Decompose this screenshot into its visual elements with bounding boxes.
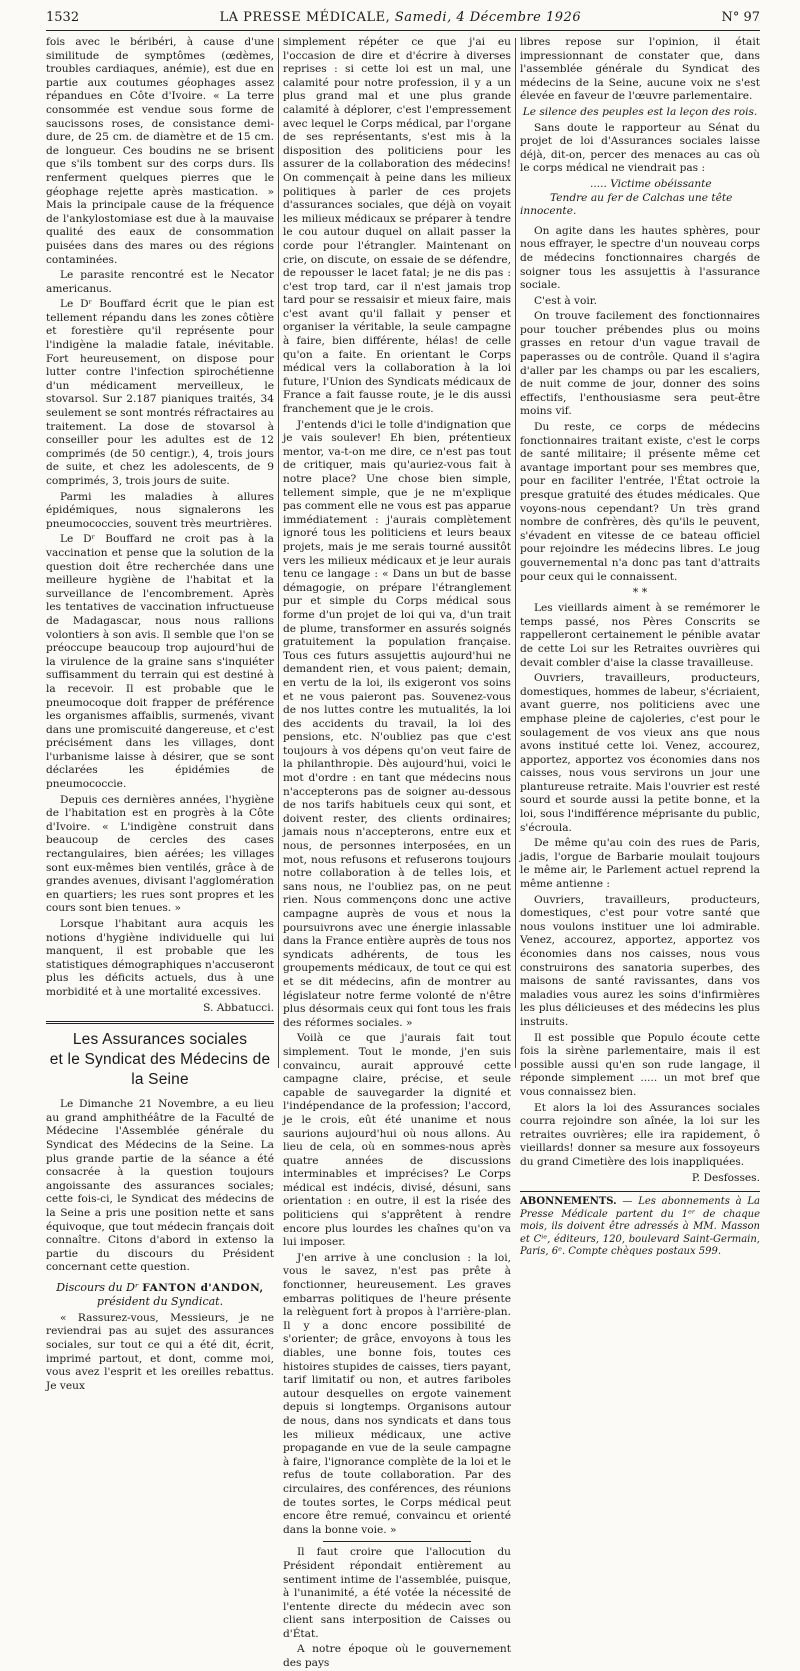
paragraph: On trouve facilement des fonctionnaires pour toucher prébendes plus ou moins grasses en retour d'un vague travail de paperasses ou de contrôle. Quand il s'agira d'aller par les champs ou par les escaliers, de nuit comme de jour, donner des soins effectifs, l'enthousiasme sera peut-être moins vif. <box>520 310 760 418</box>
paragraph: Les vieillards aiment à se remémorer le temps passé, nos Pères Conscrits se rappelleront certainement le pénible avatar de cette Loi sur les Retraites ouvrières qui devait combler d'aise la classe travailleuse. <box>520 602 760 669</box>
paragraph: Ouvriers, travailleurs, producteurs, domestiques, c'est pour votre santé que nous voulons instituer une loi admirable. Venez, accourez, apportez, apportez vos économies dans nos caisses, nous vous construirons des sanatoria superbes, des maisons de santé ravissantes, dans vos maladies vous aurez les soins d'infirmières les plus délicieuses et des médecins les plus instruits. <box>520 893 760 1028</box>
verse-line: ..... Victime obéissante <box>590 177 712 190</box>
column-divider <box>515 38 516 1068</box>
column-3 <box>520 36 760 1258</box>
paragraph: C'est à voir. <box>534 294 598 307</box>
paragraph: libres repose sur l'opinion, il était impressionnant de constater que, dans l'assemblée générale du Syndicat des médecins de la Seine, aucune voix ne s'est élevée en faveur de l'œuvre parlementaire. <box>520 36 760 103</box>
verse-line: Tendre au fer de Calchas une tête innocente. <box>520 191 733 218</box>
asterism: * * <box>632 586 648 600</box>
paragraph: « Rassurez-vous, Messieurs, je ne reviendrai pas au sujet des assurances sociales, sur tout ce qui a été dit, écrit, imprimé partout, et dont, comme moi, vous avez l'esprit et les oreilles rebattus. Je veux <box>46 1311 274 1392</box>
paragraph: Parmi les maladies à allures épidémiques, nous signalerons les pneumococcies, souvent très meurtrières. <box>46 490 274 530</box>
speech-heading <box>46 1281 274 1308</box>
journal-name: LA PRESSE MÉDICALE, <box>219 9 395 25</box>
subscription-label: ABONNEMENTS. <box>520 1196 617 1208</box>
paragraph: Il est possible que Populo écoute cette fois la sirène parlementaire, mais il est possible aussi qu'en son rude langage, il réponde simplement ..... un mot bref que vous connaissez bien. <box>520 1031 760 1098</box>
header-rule <box>46 30 760 31</box>
paragraph: Lorsque l'habitant aura acquis les notions d'hygiène individuelle qui lui manquent, il est probable que les statistiques démographiques n'accuseront plus les déficits actuels, dus à une morbidité et à une mortalité excessives. <box>46 918 274 998</box>
subscription-notice <box>520 1191 760 1259</box>
paragraph: Et alors la loi des Assurances sociales courra rejoindre son aînée, la loi sur les retraites ouvrières; elle ira rapidement, ô vieillards! donner sa mesure aux fossoyeurs du grand Cimetière des lois inappliquées. <box>520 1101 760 1168</box>
epigraph: Le silence des peuples est la leçon des rois. <box>522 105 758 118</box>
paragraph: On agite dans les hautes sphères, pour nous effrayer, le spectre d'un nouveau corps de médecins fonctionnaires chargés de soigner tous les assujettis à l'assurance sociale. <box>520 224 760 292</box>
paragraph: Le parasite rencontré est le Necator americanus. <box>46 269 274 295</box>
paragraph: simplement répéter ce que j'ai eu l'occasion de dire et d'écrire à diverses reprises : si cette loi est un mal, une calamité pour notre profession, il y a un plus grand mal et une plus grande calamité à déplorer, c'est l'empressement avec lequel le Corps médical, par l'organe de ses représentants, s'est mis à la disposition des politiciens pour les assurer de la collaboration des médecins! On commençait à peine dans les milieux politiques à parler de ces projets d'assurances sociales, que déjà on voyait les milieux médicaux se préparer à tendre le cou autour duquel on allait passer la corde pour l'étrangler. Maintenant on crie, on discute, on essaie de se défendre, de repousser le lacet fatal; je ne dis pas : c'est trop tard, car il n'est jamais trop tard pour se ressaisir et mieux faire, mais c'est avant qu'il fallait y penser et organiser la véritable, la seule campagne à faire, bien différente, hélas! de celle qu'on a faite. En orientant le Corps médical vers la collaboration à la loi future, l'Union des Syndicats médicaux de France a fait fausse route, je le dis aussi franchement que je le crois. <box>283 36 511 416</box>
paragraph: Ouvriers, travailleurs, producteurs, domestiques, hommes de labeur, s'écriaient, avant guerre, nos politiciens avec une emphase pleine de cajoleries, c'est pour le soulagement de vos vieux ans que nous avons institué cette loi. Venez, accourez, apportez, apportez vos économies dans nos caisses, nous vous servirons un jour une plantureuse retraite. Mais l'ouvrier est resté sourd et sourde aussi la petite bonne, et la loi, sous l'indifférence méprisante du public, s'écroula. <box>520 672 760 834</box>
issue-date: Samedi, 4 Décembre 1926 <box>394 9 582 25</box>
paragraph: Le Dʳ Bouffard écrit que le pian est tellement répandu dans les zones côtière et forestière qu'il représente pour l'indigène la maladie fatale, inévitable. Fort heureusement, on dispose pour lutter contre l'infection spirochétienne d'un médicament merveilleux, le stovarsol. Sur 2.187 pianiques traités, 34 seulement se sont montrés réfractaires au traitement. La dose de stovarsol à conseiller pour les adultes est de 12 comprimés (de 50 centigr.), 4, trois jours de suite, et chez les adolescents, de 9 comprimés, 3, trois jours de suite. <box>46 298 274 487</box>
section-divider <box>46 1021 274 1024</box>
paragraph: Il faut croire que l'allocution du Président répondait entièrement au sentiment intime de l'assemblée, puisque, à l'unanimité, a été votée la nécessité de l'entente directe du médecin avec son client sans interposition de Caisses ou d'État. <box>283 1546 511 1640</box>
section-title <box>46 1030 274 1090</box>
paragraph: Du reste, ce corps de médecins fonctionnaires traitant existe, c'est le corps de santé militaire; il présente même cet avantage important pour ses membres que, pour en faciliter l'entrée, l'État octroie la presque gratuité des études médicales. Que voyons-nous cependant? Un très grand nombre de confrères, dès qu'ils le peuvent, s'évadent en vitesse de ce bateau officiel pour rejoindre les médecins libres. Le joug gouvernemental n'a donc pas tant d'attraits pour ceux qui le connaissent. <box>520 421 760 583</box>
paragraph: fois avec le béribéri, à cause d'une similitude de symptômes (œdèmes, troubles cardiaques, anémie), est due en partie aux coutumes géophages assez répandues en Côte d'Ivoire. « La terre consommée est vendue sous forme de saucissons roses, de consistance demi-dure, de 25 cm. de diamètre et de 15 cm. de longueur. Ces boudins ne se brisent que s'ils tombent sur des corps durs. Ils renferment quelques pierres que le géophage rejette après mastication. » Mais la principale cause de la fréquence de l'ankylostomiase est due à la mauvaise qualité des eaux de consommation puisées dans des mares ou des régions contaminées. <box>46 36 274 266</box>
subscription-text: — Les abonnements à La Presse Médicale partent du 1ᵉʳ de chaque mois, ils doivent être adressés à MM. Masson et Cⁱᵉ, éditeurs, 120, boulevard Saint-Germain, Paris, 6ᵉ. Compte chèques postaux 599. <box>520 1196 760 1258</box>
paragraph: Le Dimanche 21 Novembre, a eu lieu au grand amphithéâtre de la Faculté de Médecine l'Assemblée générale du Syndicat des Médecins de la Seine. La plus grande partie de la séance a été consacrée à la question toujours angoissante des assurances sociales; cette fois-ci, le Syndicat des médecins de la Seine a pris une position nette et sans équivoque, que tout médecin français doit connaître. Citons d'abord in extenso la partie du discours du Président concernant cette question. <box>46 1098 274 1274</box>
issue-number: N° 97 <box>721 9 760 25</box>
section-title-line-1: Les Assurances sociales <box>72 1031 248 1049</box>
page-number: 1532 <box>46 9 80 25</box>
speech-heading-prefix: Discours du Dʳ <box>56 1280 143 1294</box>
paragraph: Voilà ce que j'aurais fait tout simplement. Tout le monde, j'en suis convaincu, aurait approuvé cette campagne claire, précise, et seule capable de sauvegarder la dignité et l'indépendance de la profession; l'accord, je le crois, eût été unanime et nous saurions aujourd'hui où nous allons. Au lieu de cela, où en sommes-nous après quatre années de discussions interminables et imprécises? Le Corps médical est indécis, divisé, désuni, sans orientation : en outre, il est la risée des politiciens qui s'apprêtent à rendre encore plus lourdes les chaînes qu'on va lui imposer. <box>283 1032 511 1249</box>
page-header <box>46 6 760 28</box>
paragraph: Le Dʳ Bouffard ne croit pas à la vaccination et pense que la solution de la question doit être recherchée dans une meilleure hygiène de l'habitat et la surveillance de l'encombrement. Après les tentatives de vaccination infructueuse de Madagascar, nous nous rallions volontiers à son avis. Il semble que l'on se préoccupe beaucoup trop aujourd'hui de la virulence de la graine sans s'inquiéter suffisamment du terrain qui est destiné à la recevoir. Il est probable que le pneumocoque doit frapper de préférence les organismes affaiblis, surmenés, vivant dans une promiscuité dangereuse, et c'est précisément dans les villages, dont l'urbanisme laisse à désirer, que se sont déclarées les épidémies de pneumococcie. <box>46 533 274 791</box>
section-title-line-2: et le Syndicat des Médecins de la Seine <box>49 1051 271 1089</box>
column-divider <box>278 38 279 1068</box>
signature: S. Abbatucci. <box>203 1001 274 1014</box>
signature: P. Desfosses. <box>691 1171 760 1184</box>
paragraph: De même qu'au coin des rues de Paris, jadis, l'orgue de Barbarie moulait toujours le même air, le Parlement actuel reprend la même antienne : <box>520 837 760 891</box>
divider <box>323 1541 471 1542</box>
paragraph: Sans doute le rapporteur au Sénat du projet de loi d'Assurances sociales laisse déjà, dit-on, percer des menaces au cas où le corps médical ne viendrait pas : <box>520 121 760 175</box>
paragraph: A notre époque où le gouvernement des pays <box>283 1643 511 1670</box>
speaker-name: FANTON d'ANDON, <box>142 1281 264 1294</box>
column-1 <box>46 36 274 1392</box>
paragraph: J'en arrive à une conclusion : la loi, vous le savez, n'est pas prête à fonctionner, heureusement. Les graves embarras politiques de l'heure présente la relèguent fort à propos à l'arrière-plan. Il y a donc encore possibilité de s'orienter; de grâce, envoyons à tous les diables, une bonne fois, toutes ces histoires stupides de caisses, tiers payant, tarif limitatif ou non, et autres fariboles autour desquelles on ergote vainement depuis si longtemps. Organisons autour de nous, dans nos syndicats et dans tous les milieux médicaux, une active propagande en vue de la seule campagne à faire, l'ignorance complète de la loi et le refus de toute collaboration. Par des circulaires, des conférences, des réunions de toutes sortes, le Corps médical peut encore être remué, convaincu et orienté dans la bonne voie. » <box>283 1251 511 1536</box>
paragraph: Depuis ces dernières années, l'hygiène de l'habitation est en progrès à la Côte d'Ivoire. « L'indigène construit dans beaucoup de cercles des cases rectangulaires, bien aérées; les villages sont eux-mêmes bien ventilés, grâce à de grandes avenues, divisant l'agglomération en quartiers; les rues sont propres et les cours sont bien tenues. » <box>46 793 274 915</box>
paragraph: J'entends d'ici le tolle d'indignation que je vais soulever! Eh bien, prétentieux mentor, va-t-on me dire, ce n'est pas tout de critiquer, mais qu'auriez-vous fait à notre place? Une chose bien simple, tellement simple, que je ne m'explique pas comment elle ne vous est pas apparue immédiatement : j'aurais complètement ignoré tous les politiciens et leurs beaux projets, mais je me serais tourné aussitôt vers les milieux médicaux et je leur aurais tenu ce langage : « Dans un but de basse démagogie, on prépare l'étranglement pur et simple du Corps médical sous forme d'un projet de loi qui va, d'un trait de plume, transformer en assurés soignés gratuitement la population française. Tous ces futurs assujettis aujourd'hui ne demandent rien, et vous paient; demain, en vertu de la loi, ils exigeront vos soins et ne vous paieront pas. Souvenez-vous de nos luttes contre les mutualités, la loi des accidents du travail, la loi des pensions, etc. N'oubliez pas que c'est toujours à vos dépens qu'on veut faire de la philanthropie. Dès aujourd'hui, voici le mot d'ordre : en tant que médecins nous n'accepterons pas de soigner au-dessous de nos tarifs habituels ceux qui sont, et doivent rester, des clients ordinaires; jamais nous n'accepterons, entre eux et nous, de personnes interposées, en un mot, nous refusons et refuserons toujours notre collaboration à de telles lois, et sans nous, ne l'oubliez pas, on ne peut rien. Nous commençons donc une active campagne auprès de vous et nous la poursuivrons avec une énergie inlassable dans la France entière auprès de tous nos syndicats adhérents, de tous les groupements médicaux, de tout ce qui est et se dit médecins, afin de montrer au législateur notre ferme volonté de n'être plus désormais ceux qui font tous les frais des réformes sociales. » <box>283 418 511 1029</box>
speaker-role: président du Syndicat. <box>96 1294 224 1308</box>
journal-title <box>219 10 581 25</box>
column-2 <box>283 36 511 1670</box>
